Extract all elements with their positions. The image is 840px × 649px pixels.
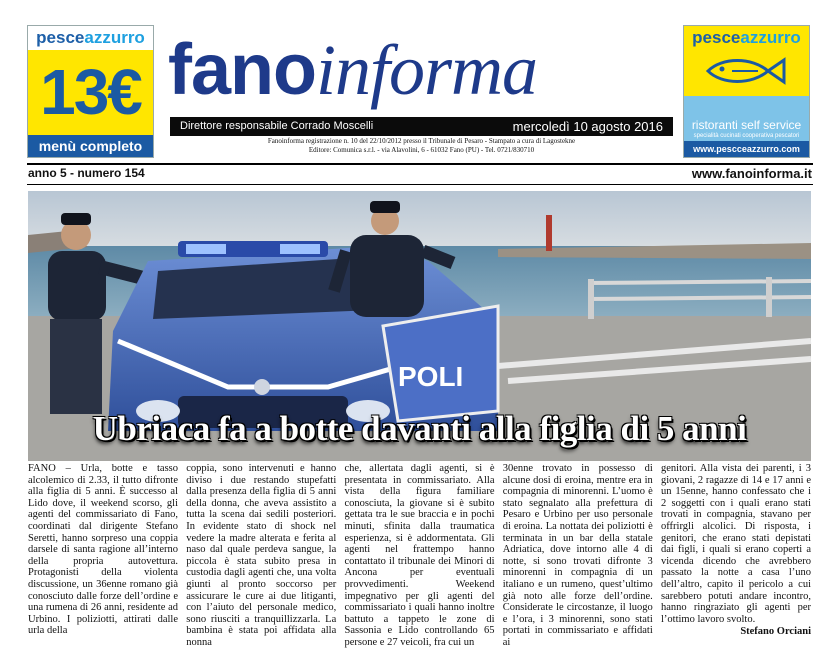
ad-url[interactable]: www.pescceazzurro.com xyxy=(684,141,809,157)
divider xyxy=(27,184,813,185)
masthead-info-bar xyxy=(170,117,673,136)
ad-price-area xyxy=(28,50,153,138)
ad-brand: pesceazzurro xyxy=(684,26,809,50)
ad-pesceazzurro-price[interactable] xyxy=(27,25,154,158)
director-line: Direttore responsabile Corrado Moscelli xyxy=(180,120,374,132)
ad-top-area xyxy=(684,26,809,96)
article-body xyxy=(28,463,811,648)
website-link[interactable]: www.fanoinforma.it xyxy=(691,166,812,181)
ad-tagline: specialità cucinati cooperativa pescatori xyxy=(693,133,800,139)
publisher-line: Editore: Comunica s.r.l. - via Alavolini, 6 - 61032 Fano (PU) - Tel. 0721/830710 xyxy=(308,146,535,154)
ad-subtitle: ristoranti self service xyxy=(691,118,802,132)
article-headline: Ubriaca fa a botte davanti alla figlia di 5 anni xyxy=(92,409,747,448)
car-lettering: POLI xyxy=(398,361,464,392)
issue-date: mercoledì 10 agosto 2016 xyxy=(512,119,663,134)
article-column: FANO – Urla, botte e tasso alcolemico di 2.33, il tutto difronte alla figlia di 5 anni. È successo al Lido dove, il weekend scorso, gli agenti del commissariato di Fano, coordinati dal dirigente Stefano Seretti, hanno sorpreso una coppia darsele di santa ragione all’interno della propria autovettura. Protagonisti della violenta discussione, un 36enne romano già conosciuto dalle forze dell’ordine e una rumena di 26 anni, residente ad Urbino. I poliziotti, attirati dalle urla della xyxy=(28,463,178,637)
ad-price: 13€ xyxy=(40,56,141,128)
newspaper-logo: fanoinforma xyxy=(168,30,538,110)
article-column: genitori. Alla vista dei parenti, i 3 giovani, 2 ragazze di 14 e 17 anni e un 15enne, hanno confessato che i 2 soggetti con i quali erano stati trovati in compagnia, stavano per offrirgli alcolici. Di risposta, i genitori, che erano stati depistati dai figli, i quali si erano coperti a vicenda dicendo che avrebbero passato la notte a casa l’uno dell’altro, capito il pericolo a cui sarebbero potuti andare incontro, hanno ringraziato gli agenti per l’ottimo lavoro svolto. Stefano Orciani xyxy=(661,463,811,638)
registration-line: Fanoinforma registrazione n. 10 del 22/10/2012 presso il Tribunale di Pesaro - Stampato a cura di Lagostekne xyxy=(267,137,576,145)
article-column: che, allertata dagli agenti, si è presentata in commissariato. Alla vista della figura familiare conosciuta, la giovane si è subito gettata tra le sue braccia e in pochi minuti, sfinita dalla traumatica esperienza, si è addormentata. Gli agenti nel frattempo hanno contattato il tribunale dei Minori di Ancona per eventuali provvedimenti. Weekend impegnativo per gli agenti del commissariato i quali hanno inoltre battuto a tappeto le zone di Sassonia e Lido controllando 65 persone e 27 veicoli, fra cui un xyxy=(344,463,495,648)
fish-icon xyxy=(702,54,792,88)
ad-footer: menù completo xyxy=(28,135,153,157)
article-column: 30enne trovato in possesso di alcune dosi di eroina, mentre era in compagnia di minorenni. L’uomo è stato segnalato alla prefettura di Pesaro e Urbino per uso personale di eroina. La nottata dei poliziotti è terminata in un bar della statale Adriatica, dove intorno alle 4 di notte, si sono trovati difronte 3 minorenni in compagnia di un italiano e un rumeno, quest’ultimo già noto alle forze dell’ordine. Considerate le circostanze, il luogo e l’ora, i 3 minorenni, sono stati portati in commissariato e affidati ai xyxy=(502,463,653,648)
masthead xyxy=(168,22,678,118)
registration-info xyxy=(170,137,673,155)
ad-brand: pesceazzurro xyxy=(28,26,153,50)
article-column: coppia, sono intervenuti e hanno diviso i due restando stupefatti dalla presenza della figlia di 5 anni della donna, che aveva assistito a tutta la scena dai sedili posteriori. In evidente stato di shock nel vedere la madre alterata e ferita al naso dal quale perdeva sangue, la piccola è stata subito presa in custodia dagli agenti che, una volta giunti al pronto soccorso per assicurare le cure ai due litiganti, con l’aiuto del personale medico, sono riusciti a tranquillizzarla. La bambina è stata poi affidata alla nonna xyxy=(186,463,337,648)
divider xyxy=(27,163,813,165)
issue-number: anno 5 - numero 154 xyxy=(28,166,145,180)
lead-photo xyxy=(28,191,811,461)
author-signature: Stefano Orciani xyxy=(740,626,811,638)
ad-pesceazzurro-restaurants[interactable] xyxy=(683,25,810,158)
